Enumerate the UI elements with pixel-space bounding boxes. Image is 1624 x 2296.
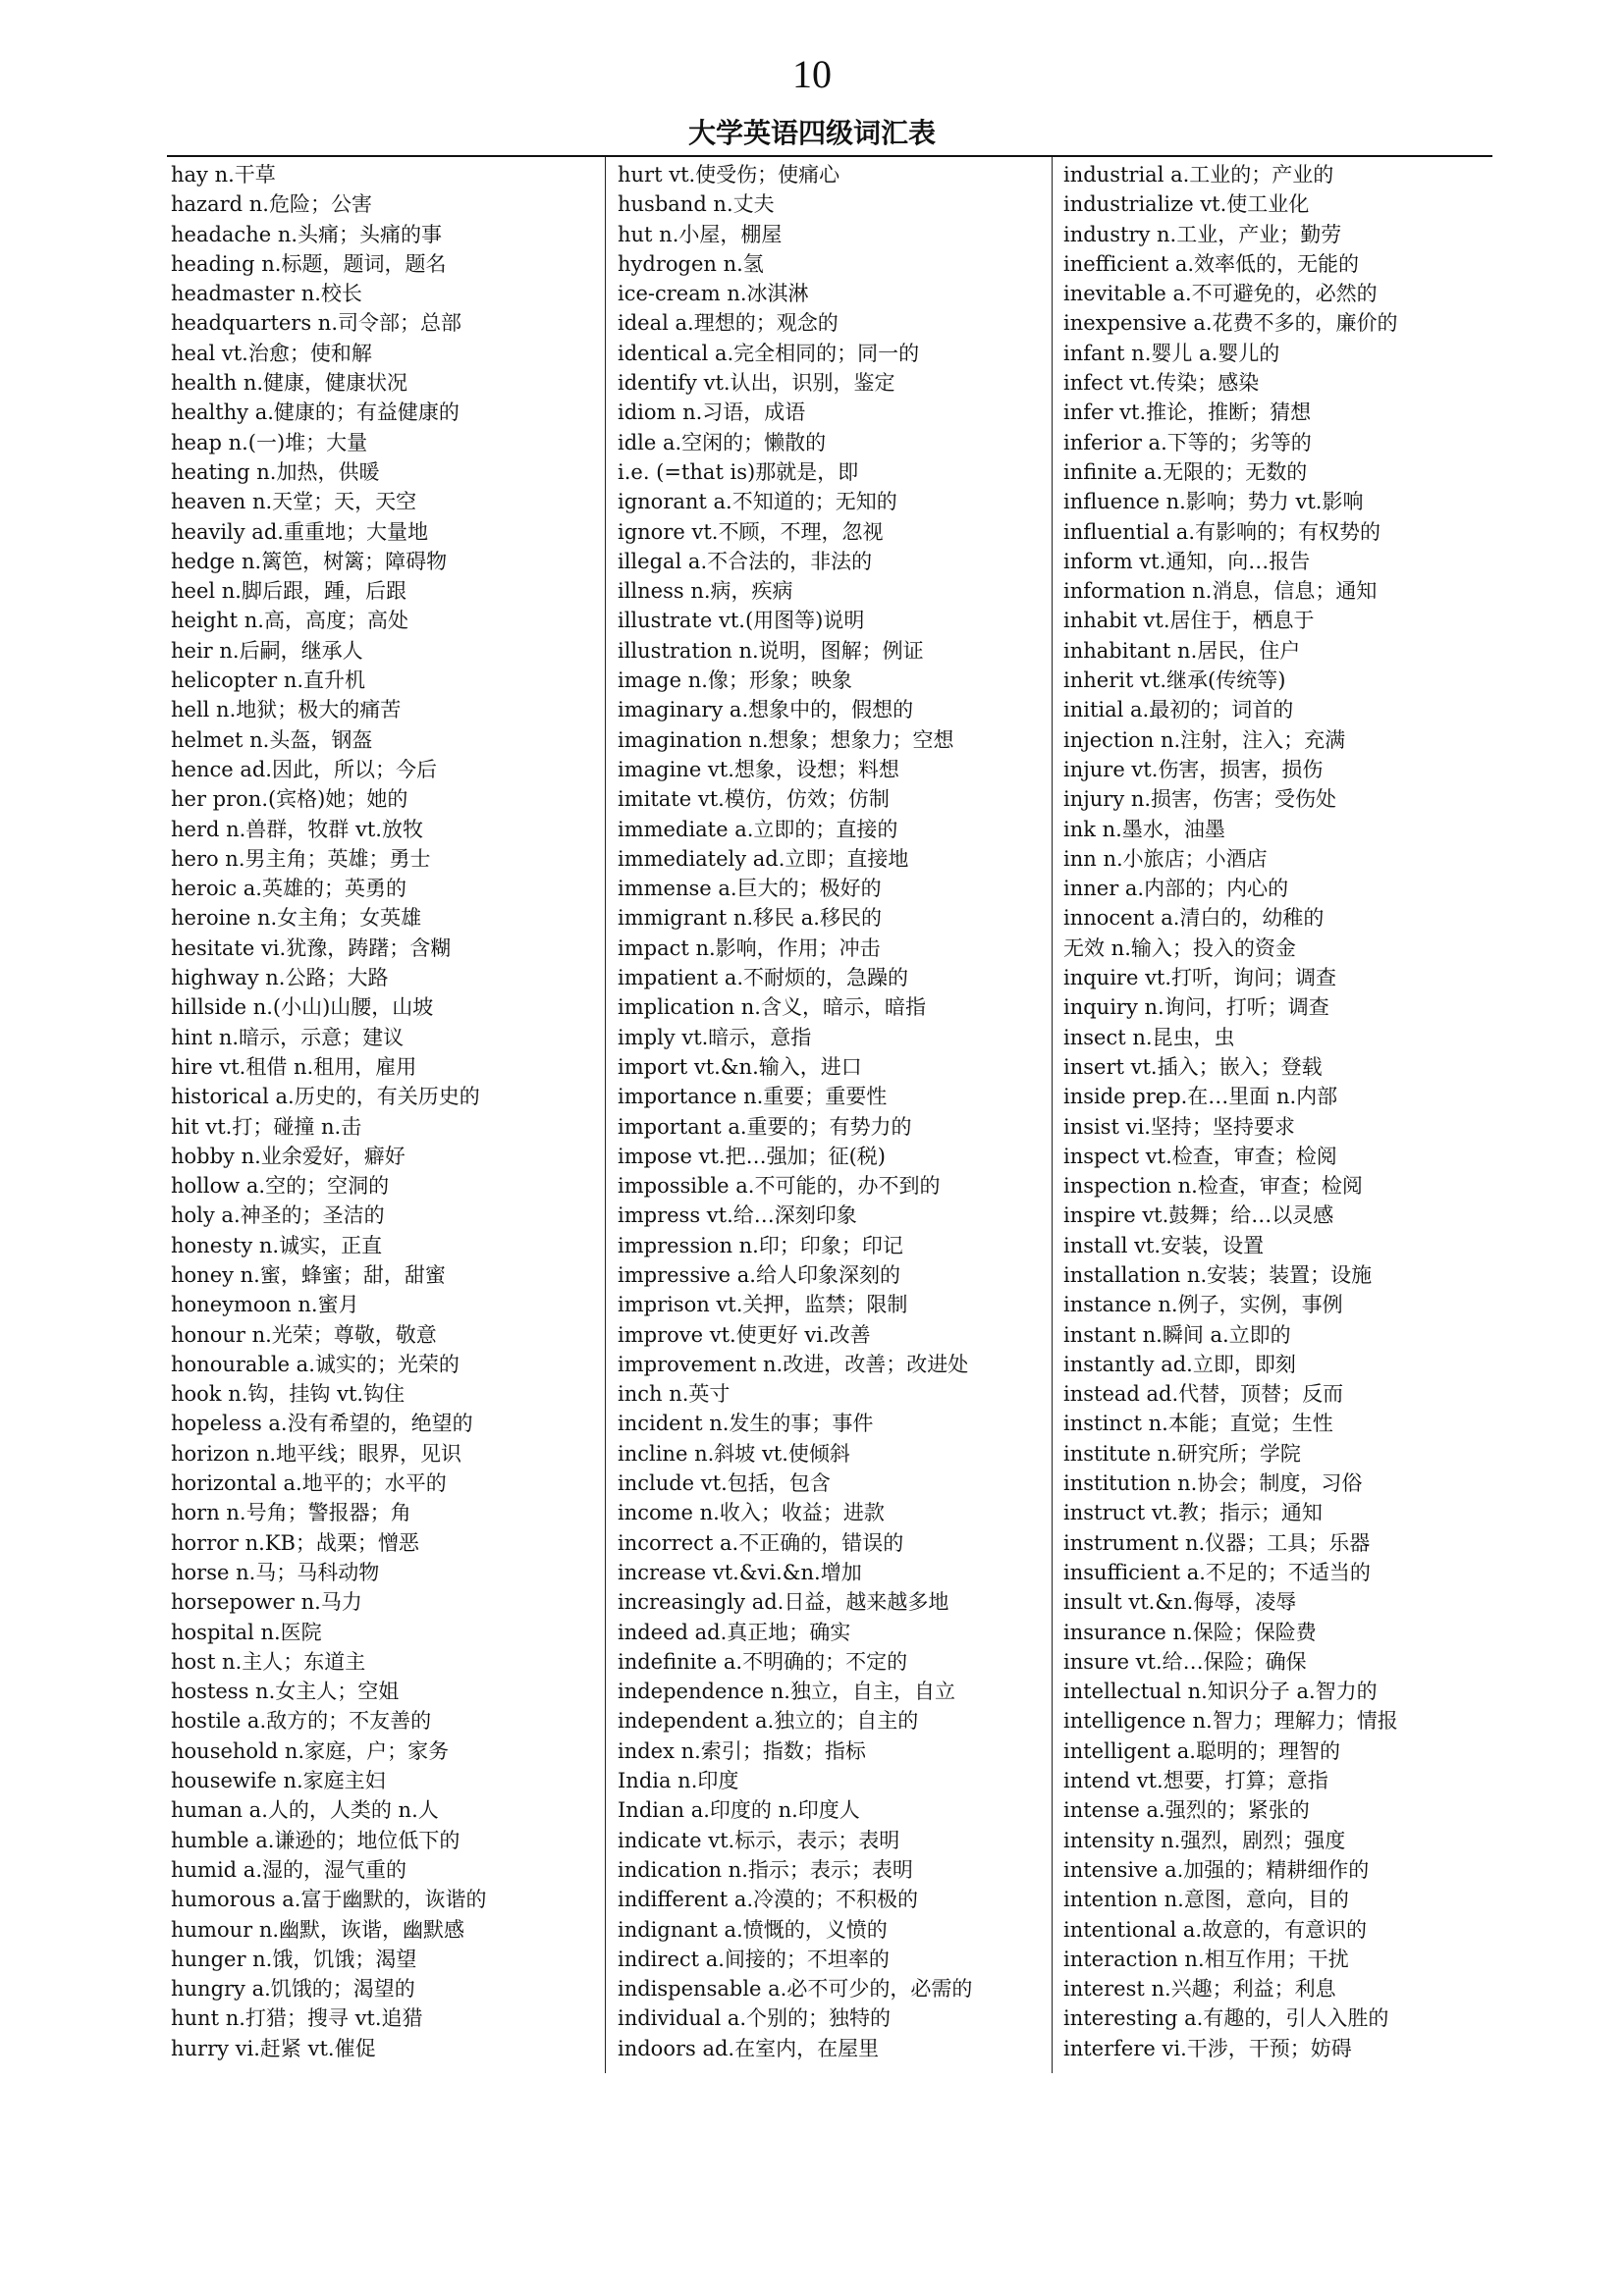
vocab-entry: impressive a.给人印象深刻的 [618,1262,900,1287]
vocab-entry: holy a.神圣的；圣洁的 [171,1203,385,1228]
vocab-entry: insect n.昆虫，虫 [1063,1025,1235,1049]
vocab-entry: heavily ad.重重地；大量地 [171,519,428,544]
vocab-entry: injure vt.伤害，损害，损伤 [1063,757,1324,781]
vocab-entry: hungry a.饥饿的；渴望的 [171,1977,415,2002]
vocab-entry: intentional a.故意的，有意识的 [1063,1917,1368,1942]
vocab-entry: indispensable a.必不可少的，必需的 [618,1977,973,2002]
vocab-entry: herd n.兽群，牧群 vt.放牧 [171,817,423,841]
vocab-entry: inn n.小旅店；小酒店 [1063,846,1268,871]
vocab-entry: heroic a.英雄的；英勇的 [171,877,406,901]
vocab-entry: insert vt.插入；嵌入；登载 [1063,1054,1323,1079]
vocab-entry: industrialize vt.使工业化 [1063,192,1310,217]
vocab-entry: human a.人的，人类的 n.人 [171,1798,439,1823]
vocab-entry: hurry vi.赶紧 vt.催促 [171,2036,376,2060]
vocab-entry: indefinite a.不明确的；不定的 [618,1649,908,1674]
vocab-entry: hopeless a.没有希望的，绝望的 [171,1412,473,1436]
vocab-entry: important a.重要的；有势力的 [618,1114,912,1139]
vocab-entry: inquire vt.打听，询问；调查 [1063,966,1337,990]
vocab-entry: honourable a.诚实的；光荣的 [171,1352,460,1376]
vocab-entry: infinite a.无限的；无数的 [1063,459,1308,484]
page-number: 10 [792,52,832,96]
vocab-entry: infant n.婴儿 a.婴儿的 [1063,341,1280,365]
vocab-entry: insufficient a.不足的；不适当的 [1063,1560,1371,1584]
vocab-entry: headquarters n.司令部；总部 [171,311,461,336]
vocab-entry: illegal a.不合法的，非法的 [618,549,873,573]
vocab-entry: individual a.个别的；独特的 [618,2006,892,2031]
vocab-entry: increase vt.&vi.&n.增加 [618,1560,862,1584]
vocab-entry: inspect vt.检查，审查；检阅 [1063,1144,1337,1168]
vocab-entry: installation n.安装；装置；设施 [1063,1262,1373,1287]
vocab-entry: information n.消息，信息；通知 [1063,579,1378,604]
vocab-entry: insist vi.坚持；坚持要求 [1063,1114,1295,1139]
vocab-entry: historical a.历史的，有关历史的 [171,1085,480,1109]
vocab-entry: interfere vi.干涉，干预；妨碍 [1063,2036,1352,2060]
vocab-entry: height n.高，高度；高处 [171,609,408,633]
vocab-entry: hunger n.饿，饥饿；渴望 [171,1947,417,1971]
vocab-entry: initial a.最初的；词首的 [1063,698,1294,722]
vocab-entry: imprison vt.关押，监禁；限制 [618,1293,908,1317]
vocab-entry: impatient a.不耐烦的，急躁的 [618,966,909,990]
vocab-entry: impose vt.把…强加；征(税) [618,1144,886,1168]
vocab-entry: humble a.谦逊的；地位低下的 [171,1828,460,1852]
vocab-entry: innocent a.清白的，幼稚的 [1063,906,1325,931]
vocab-entry: indirect a.间接的；不坦率的 [618,1947,890,1971]
vocab-entry: implication n.含义，暗示，暗指 [618,995,926,1020]
vocab-entry: heap n.(一)堆；大量 [171,430,368,454]
vocab-entry: influence n.影响；势力 vt.影响 [1063,490,1364,514]
vocab-entry: heroine n.女主角；女英雄 [171,906,422,931]
vocab-entry: import vt.&n.输入，进口 [618,1054,862,1079]
vocab-entry: helmet n.头盔，钢盔 [171,727,373,752]
vocab-entry: inexpensive a.花费不多的，廉价的 [1063,311,1398,336]
vocab-entry: income n.收入；收益；进款 [618,1501,885,1525]
vocab-entry: improvement n.改进，改善；改进处 [618,1352,969,1376]
vocab-entry: identify vt.认出，识别，鉴定 [618,371,895,396]
vocab-entry: ice-cream n.冰淇淋 [618,282,809,306]
vocab-entry: inevitable a.不可避免的，必然的 [1063,282,1378,306]
vocab-entry: hobby n.业余爱好，癖好 [171,1144,406,1168]
vocab-entry: index n.索引；指数；指标 [618,1738,866,1763]
vocab-entry: hurt vt.使受伤；使痛心 [618,163,840,187]
vocab-entry: increasingly ad.日益，越来越多地 [618,1590,949,1615]
vocab-entry: heating n.加热，供暖 [171,459,380,484]
vocab-entry: idiom n.习语，成语 [618,400,806,425]
vocab-entry: imaginary a.想象中的，假想的 [618,698,914,722]
vocab-entry: highway n.公路；大路 [171,966,389,990]
vocab-entry: i.e. (=that is)那就是，即 [618,459,859,484]
vocab-entry: instantly ad.立即，即刻 [1063,1352,1296,1376]
vocab-entry: interesting a.有趣的，引人入胜的 [1063,2006,1389,2031]
vocab-entry: identical a.完全相同的；同一的 [618,341,920,365]
vocab-entry: intellectual n.知识分子 a.智力的 [1063,1680,1378,1704]
vocab-entry: inefficient a.效率低的，无能的 [1063,251,1360,276]
vocab-entry: ignorant a.不知道的；无知的 [618,490,897,514]
vocab-entry: ignore vt.不顾，不理，忽视 [618,519,884,544]
vocab-entry: intense a.强烈的；紧张的 [1063,1798,1310,1823]
vocab-entry: hut n.小屋，棚屋 [618,222,783,246]
vocab-entry: heal vt.治愈；使和解 [171,341,372,365]
vocab-entry: honesty n.诚实，正直 [171,1233,383,1257]
vocab-entry: host n.主人；东道主 [171,1649,366,1674]
vocab-entry: intention n.意图，意向，目的 [1063,1888,1349,1912]
vocab-column-3 [1063,160,1495,2072]
vocab-entry: hook n.钩，挂钩 vt.钩住 [171,1382,406,1407]
vocab-entry: inhabitant n.居民，住户 [1063,638,1301,663]
vocab-entry: indicate vt.标示，表示；表明 [618,1828,900,1852]
vocab-entry: imagination n.想象；想象力；空想 [618,727,954,752]
vocab-entry: hesitate vi.犹豫，踌躇；含糊 [171,935,452,960]
vocab-entry: incident n.发生的事；事件 [618,1412,874,1436]
vocab-entry: heading n.标题，题词，题名 [171,251,447,276]
vocab-entry: independent a.独立的；自主的 [618,1709,919,1734]
vocab-entry: hunt n.打猎；搜寻 vt.追猎 [171,2006,423,2031]
vocab-entry: Indian a.印度的 n.印度人 [618,1798,860,1823]
vocab-entry: include vt.包括，包含 [618,1471,831,1496]
vocab-entry: heel n.脚后跟，踵，后跟 [171,579,406,604]
vocab-entry: hedge n.篱笆，树篱；障碍物 [171,549,448,573]
vocab-entry: institute n.研究所；学院 [1063,1441,1301,1466]
vocab-entry: humid a.湿的，湿气重的 [171,1857,406,1882]
vocab-entry: horizontal a.地平的；水平的 [171,1471,447,1496]
vocab-entry: idle a.空闲的；懒散的 [618,430,827,454]
vocab-entry: horsepower n.马力 [171,1590,362,1615]
vocab-entry: headache n.头痛；头痛的事 [171,222,443,246]
vocab-entry: health n.健康，健康状况 [171,371,408,396]
page-title: 大学英语四级词汇表 [687,117,936,149]
vocab-entry: insure vt.给…保险；确保 [1063,1649,1307,1674]
vocab-entry: horn n.号角；警报器；角 [171,1501,411,1525]
vocab-entry: helicopter n.直升机 [171,668,366,693]
vocab-entry: instinct n.本能；直觉；生性 [1063,1412,1333,1436]
vocab-entry: heaven n.天堂；天，天空 [171,490,417,514]
vocab-entry: impact n.影响，作用；冲击 [618,935,881,960]
vocab-entry: hint n.暗示，示意；建议 [171,1025,405,1049]
vocab-entry: 无效 n.输入；投入的资金 [1063,935,1296,960]
vocab-entry: housewife n.家庭主妇 [171,1769,386,1793]
vocab-entry: inside prep.在…里面 n.内部 [1063,1085,1338,1109]
vocab-entry: indignant a.愤慨的，义愤的 [618,1917,888,1942]
vocab-entry: independence n.独立，自主，自立 [618,1680,955,1704]
vocab-entry: ideal a.理想的；观念的 [618,311,839,336]
vocab-entry: impression n.印；印象；印记 [618,1233,903,1257]
vocab-entry: indication n.指示；表示；表明 [618,1857,913,1882]
vocab-entry: hence ad.因此，所以；今后 [171,757,437,781]
vocab-entry: honey n.蜜，蜂蜜；甜，甜蜜 [171,1262,446,1287]
vocab-entry: inform vt.通知，向…报告 [1063,549,1311,573]
vocab-entry: immediately ad.立即；直接地 [618,846,909,871]
vocab-entry: illness n.病，疾病 [618,579,793,604]
vocab-entry: her pron.(宾格)她；她的 [171,787,408,812]
vocab-entry: heir n.后嗣，继承人 [171,638,363,663]
vocab-entry: hay n.干草 [171,163,276,187]
vocab-entry: illustration n.说明，图解；例证 [618,638,924,663]
vocab-entry: hollow a.空的；空洞的 [171,1174,390,1199]
vocab-entry: influential a.有影响的；有权势的 [1063,519,1380,544]
vocab-entry: hazard n.危险；公害 [171,192,372,217]
vocab-entry: immigrant n.移民 a.移民的 [618,906,882,931]
vocab-entry: insult vt.&n.侮辱，凌辱 [1063,1590,1297,1615]
vocab-entry: hostess n.女主人；空姐 [171,1680,400,1704]
vocab-entry: intelligence n.智力；理解力；情报 [1063,1709,1398,1734]
vocab-entry: India n.印度 [618,1769,739,1793]
vocab-entry: interest n.兴趣；利益；利息 [1063,1977,1336,2002]
vocab-entry: horror n.KB；战栗；憎恶 [171,1530,419,1555]
vocab-entry: hospital n.医院 [171,1620,322,1644]
vocab-entry: inferior a.下等的；劣等的 [1063,430,1312,454]
vocab-entry: husband n.丈夫 [618,192,775,217]
vocab-entry: inspire vt.鼓舞；给…以灵感 [1063,1203,1334,1228]
vocab-entry: infect vt.传染；感染 [1063,371,1260,396]
vocab-entry: hydrogen n.氢 [618,251,764,276]
vocab-entry: institution n.协会；制度，习俗 [1063,1471,1363,1496]
vocab-entry: horse n.马；马科动物 [171,1560,380,1584]
vocab-entry: hero n.男主角；英雄；勇士 [171,846,431,871]
vocab-entry: inspection n.检查，审查；检阅 [1063,1174,1363,1199]
vocab-entry: injection n.注射，注入；充满 [1063,727,1346,752]
vocab-entry: hillside n.(小山)山腰，山坡 [171,995,434,1020]
vocab-entry: hire vt.租借 n.租用，雇用 [171,1054,417,1079]
vocab-entry: instrument n.仪器；工具；乐器 [1063,1530,1371,1555]
vocab-entry: hostile a.敌方的；不友善的 [171,1709,432,1734]
vocab-entry: incline n.斜坡 vt.使倾斜 [618,1441,850,1466]
vocab-entry: install vt.安装，设置 [1063,1233,1265,1257]
vocab-entry: humour n.幽默，诙谐，幽默感 [171,1917,465,1942]
vocab-entry: hell n.地狱；极大的痛苦 [171,698,402,722]
vocab-entry: indoors ad.在室内，在屋里 [618,2036,880,2060]
vocab-entry: incorrect a.不正确的，错误的 [618,1530,904,1555]
vocab-column-1 [171,160,603,2072]
vocab-entry: infer vt.推论，推断；猜想 [1063,400,1312,425]
vocab-entry: inch n.英寸 [618,1382,731,1407]
vocab-entry: industrial a.工业的；产业的 [1063,163,1334,187]
vocab-entry: illustrate vt.(用图等)说明 [618,609,865,633]
vocab-entry: headmaster n.校长 [171,282,362,306]
vocab-entry: industry n.工业，产业；勤劳 [1063,222,1342,246]
vocab-entry: image n.像；形象；映象 [618,668,852,693]
vocab-entry: instruct vt.教；指示；通知 [1063,1501,1323,1525]
vocab-entry: honeymoon n.蜜月 [171,1293,359,1317]
vocab-entry: inner a.内部的；内心的 [1063,877,1289,901]
vocab-entry: ink n.墨水，油墨 [1063,817,1225,841]
vocab-entry: humorous a.富于幽默的，诙谐的 [171,1888,487,1912]
vocab-entry: inhabit vt.居住于，栖息于 [1063,609,1315,633]
vocab-entry: immense a.巨大的；极好的 [618,877,882,901]
vocab-entry: horizon n.地平线；眼界，见识 [171,1441,462,1466]
vocab-entry: interaction n.相互作用；干扰 [1063,1947,1349,1971]
column-divider [1052,157,1053,2073]
vocab-entry: instance n.例子，实例，事例 [1063,1293,1343,1317]
column-divider [605,157,606,2073]
vocab-entry: inquiry n.询问，打听；调查 [1063,995,1329,1020]
vocab-entry: inherit vt.继承(传统等) [1063,668,1286,693]
vocab-entry: immediate a.立即的；直接的 [618,817,898,841]
vocab-entry: hit vt.打；碰撞 n.击 [171,1114,362,1139]
vocab-entry: importance n.重要；重要性 [618,1085,888,1109]
vocab-entry: impress vt.给…深刻印象 [618,1203,857,1228]
vocab-entry: honour n.光荣；尊敬，敬意 [171,1322,437,1347]
vocab-entry: indeed ad.真正地；确实 [618,1620,851,1644]
header-rule [167,155,1492,157]
vocab-entry: instant n.瞬间 a.立即的 [1063,1322,1291,1347]
vocab-entry: household n.家庭，户；家务 [171,1738,450,1763]
vocab-entry: instead ad.代替，顶替；反而 [1063,1382,1344,1407]
vocab-entry: imitate vt.模仿，仿效；仿制 [618,787,890,812]
vocab-entry: intend vt.想要，打算；意指 [1063,1769,1328,1793]
vocab-entry: insurance n.保险；保险费 [1063,1620,1317,1644]
vocab-column-2 [618,160,1050,2072]
vocab-entry: impossible a.不可能的，办不到的 [618,1174,941,1199]
vocab-entry: indifferent a.冷漠的；不积极的 [618,1888,919,1912]
vocab-entry: intensive a.加强的；精耕细作的 [1063,1857,1370,1882]
vocab-entry: improve vt.使更好 vi.改善 [618,1322,871,1347]
vocab-entry: healthy a.健康的；有益健康的 [171,400,460,425]
vocab-entry: intelligent a.聪明的；理智的 [1063,1738,1340,1763]
vocab-entry: intensity n.强烈，剧烈；强度 [1063,1828,1346,1852]
vocab-entry: injury n.损害，伤害；受伤处 [1063,787,1337,812]
vocab-entry: imagine vt.想象，设想；料想 [618,757,899,781]
vocab-entry: imply vt.暗示，意指 [618,1025,812,1049]
